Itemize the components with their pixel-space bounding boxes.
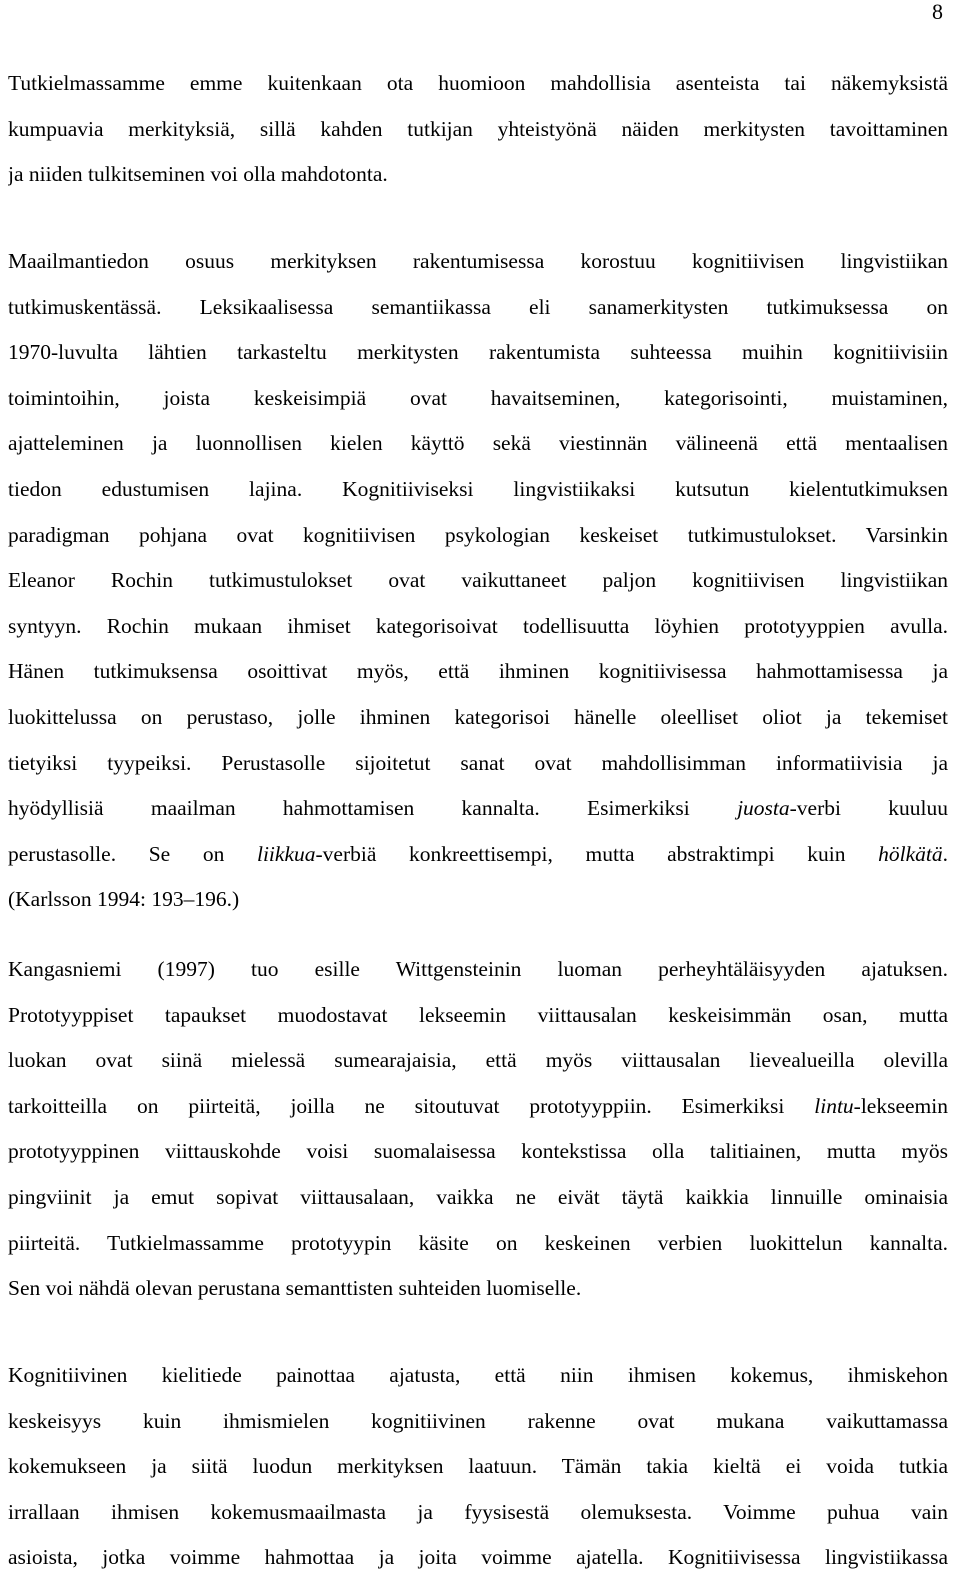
paragraph-4 [8, 1353, 948, 1581]
page-number: 8 [932, 0, 943, 24]
text-line: luokan ovat siinä mielessä sumearajaisia, että myös viittausalan lievealueilla olevilla [8, 1048, 948, 1073]
paragraph-2 [8, 239, 948, 923]
paragraph-1 [8, 61, 948, 198]
text-segment: . [942, 841, 948, 866]
text-line: Tutkielmassamme emme kuitenkaan ota huomioon mahdollisia asenteista tai näkemyksistä [8, 71, 948, 95]
italic-term: hölkätä [878, 841, 943, 866]
text-line: ajatteleminen ja luonnollisen kielen käyttö sekä viestinnän välineenä että mentaalisen [8, 431, 948, 456]
paragraph-3 [8, 947, 948, 1312]
text-line: piirteitä. Tutkielmassamme prototyypin käsite on keskeinen verbien luokittelun kannalta. [8, 1230, 948, 1255]
text-segment: perustasolle. Se on [8, 841, 257, 866]
text-line: paradigman pohjana ovat kognitiivisen psykologian keskeiset tutkimustulokset. Varsinkin [8, 522, 948, 547]
text-segment: -lekseemin [853, 1093, 948, 1118]
text-line: luokittelussa on perustaso, jolle ihminen kategorisoi hänelle oleelliset oliot ja tekemiset [8, 704, 948, 729]
text-segment: -verbiä konkreettisempi, mutta abstraktimpi kuin [315, 841, 879, 866]
italic-term: lintu [814, 1093, 854, 1118]
text-line: Kangasniemi (1997) tuo esille Wittgensteinin luoman perheyhtäläisyyden ajatuksen. [8, 957, 948, 981]
text-line [8, 832, 948, 878]
text-line: Eleanor Rochin tutkimustulokset ovat vaikuttaneet paljon kognitiivisen lingvistiikan [8, 568, 948, 593]
text-line: tietyiksi tyypeiksi. Perustasolle sijoitetut sanat ovat mahdollisimman informatiivisia ja [8, 750, 948, 775]
text-line: prototyyppinen viittauskohde voisi suomalaisessa kontekstissa olla talitiainen, mutta myös [8, 1139, 948, 1164]
text-line: tutkimuskentässä. Leksikaalisessa semantiikassa eli sanamerkitysten tutkimuksessa on [8, 294, 948, 319]
text-segment: -verbi kuuluu [789, 796, 948, 821]
text-line: Sen voi nähdä olevan perustana semanttisten suhteiden luomiselle. [8, 1276, 582, 1301]
text-line: syntyyn. Rochin mukaan ihmiset kategorisoivat todellisuutta löyhien prototyyppien avulla. [8, 613, 948, 638]
text-line: asioista, jotka voimme hahmottaa ja joita voimme ajatella. Kognitiivisessa lingvistiikassa [8, 1545, 948, 1570]
text-line: Kognitiivinen kielitiede painottaa ajatusta, että niin ihmisen kokemus, ihmiskehon [8, 1363, 948, 1387]
text-line [8, 786, 948, 832]
italic-term: liikkua [256, 841, 316, 866]
text-line: 1970-luvulta lähtien tarkasteltu merkitysten rakentumista suhteessa muihin kognitiivisiin [8, 340, 948, 365]
text-line: toimintoihin, joista keskeisimpiä ovat havaitseminen, kategorisointi, muistaminen, [8, 385, 948, 410]
text-line: ja niiden tulkitseminen voi olla mahdotonta. [8, 162, 388, 187]
text-line: kokemukseen ja siitä luodun merkityksen laatuun. Tämän takia kieltä ei voida tutkia [8, 1454, 948, 1479]
text-line: pingviinit ja emut sopivat viittausalaan, vaikka ne eivät täytä kaikkia linnuille ominaisia [8, 1184, 948, 1209]
text-line: Hänen tutkimuksensa osoittivat myös, että ihminen kognitiivisessa hahmottamisessa ja [8, 659, 948, 684]
italic-term: juosta [737, 796, 790, 821]
text-line: irrallaan ihmisen kokemusmaailmasta ja fyysisestä olemuksesta. Voimme puhua vain [8, 1499, 948, 1524]
text-line: keskeisyys kuin ihmismielen kognitiivinen rakenne ovat mukana vaikuttamassa [8, 1408, 948, 1433]
text-segment: hyödyllisiä maailman hahmottamisen kannalta. Esimerkiksi [8, 796, 738, 821]
text-line: Maailmantiedon osuus merkityksen rakentumisessa korostuu kognitiivisen lingvistiikan [8, 249, 948, 273]
text-line: tiedon edustumisen lajina. Kognitiiviseksi lingvistiikaksi kutsutun kielentutkimuksen [8, 476, 948, 501]
text-line [8, 1084, 948, 1130]
text-line: Prototyyppiset tapaukset muodostavat lekseemin viittausalan keskeisimmän osan, mutta [8, 1002, 948, 1027]
text-line: kumpuavia merkityksiä, sillä kahden tutkijan yhteistyönä näiden merkitysten tavoittaminen [8, 116, 948, 141]
text-segment: tarkoitteilla on piirteitä, joilla ne sitoutuvat prototyyppiin. Esimerkiksi [8, 1093, 815, 1118]
text-line: (Karlsson 1994: 193–196.) [8, 887, 240, 912]
